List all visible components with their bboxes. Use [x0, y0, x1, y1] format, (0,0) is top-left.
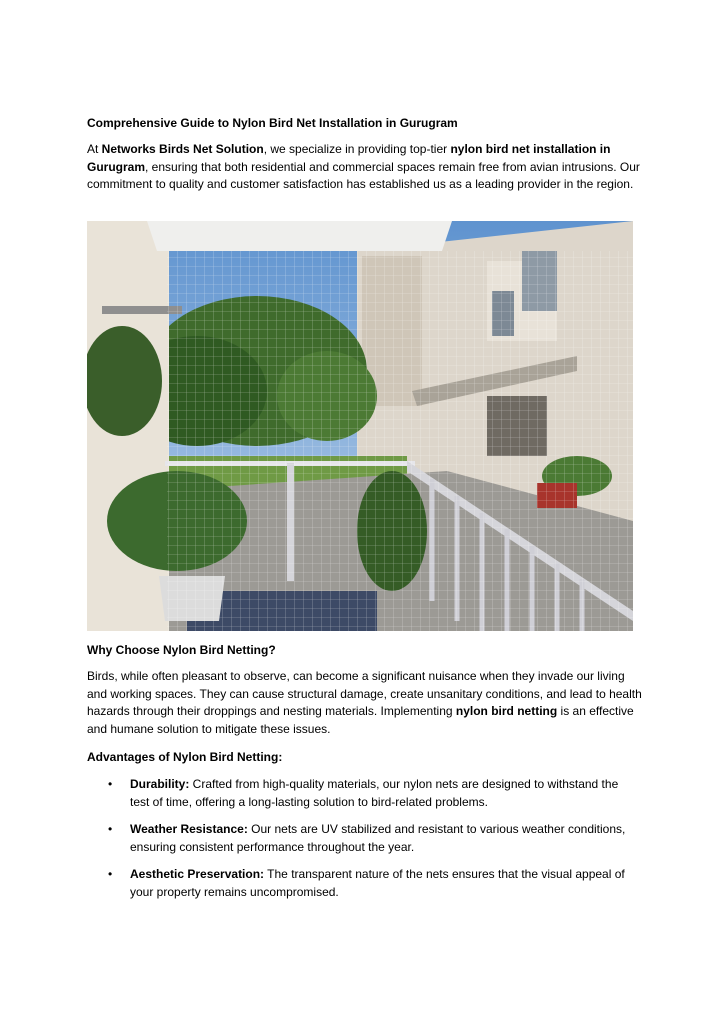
why-bold-term: nylon bird netting — [455, 704, 558, 718]
intro-paragraph — [87, 141, 647, 194]
service-name: nylon bird net installation in Gurugram — [87, 142, 611, 174]
advantage-text: The transparent nature of the nets ensures that the visual appeal of your property remains uncompromised. — [130, 867, 625, 899]
advantage-label: Aesthetic Preservation: — [130, 867, 265, 881]
why-paragraph — [87, 668, 647, 738]
why-text-1: Birds, while often pleasant to observe, can become a significant nuisance when they invade our living and working spaces. They can cause structural damage, create unsanitary conditions, and lead to health hazards through their droppings and nesting materials. Implementing — [87, 669, 642, 718]
advantage-label: Durability: — [130, 777, 190, 791]
intro-text-3: , ensuring that both residential and commercial spaces remain free from avian intrusions. Our commitment to quality and customer satisfaction has established us as a leading provider in the region. — [87, 159, 640, 191]
company-name: Networks Birds Net Solution — [101, 142, 264, 156]
advantages-heading: Advantages of Nylon Bird Netting: — [87, 750, 283, 764]
advantage-text: Crafted from high-quality materials, our nylon nets are designed to withstand the test of time, offering a long-lasting solution to bird-related problems. — [130, 777, 619, 809]
advantage-item — [130, 866, 640, 901]
why-heading: Why Choose Nylon Bird Netting? — [87, 643, 276, 657]
why-text-2: is an effective and humane solution to mitigate these issues. — [87, 704, 634, 736]
intro-text-1: At — [87, 142, 102, 156]
bullet-marker: • — [108, 777, 113, 791]
bullet-marker: • — [108, 867, 113, 881]
advantage-label: Weather Resistance: — [130, 822, 248, 836]
intro-text-2: , we specialize in providing top-tier — [263, 142, 451, 156]
balcony-bird-net-photo — [87, 221, 633, 631]
advantage-item — [130, 821, 640, 856]
advantage-text: Our nets are UV stabilized and resistant to various weather conditions, ensuring consistent performance throughout the year. — [130, 822, 626, 854]
advantage-item — [130, 776, 640, 811]
bullet-marker: • — [108, 822, 113, 836]
page-title: Comprehensive Guide to Nylon Bird Net Installation in Gurugram — [87, 116, 458, 130]
